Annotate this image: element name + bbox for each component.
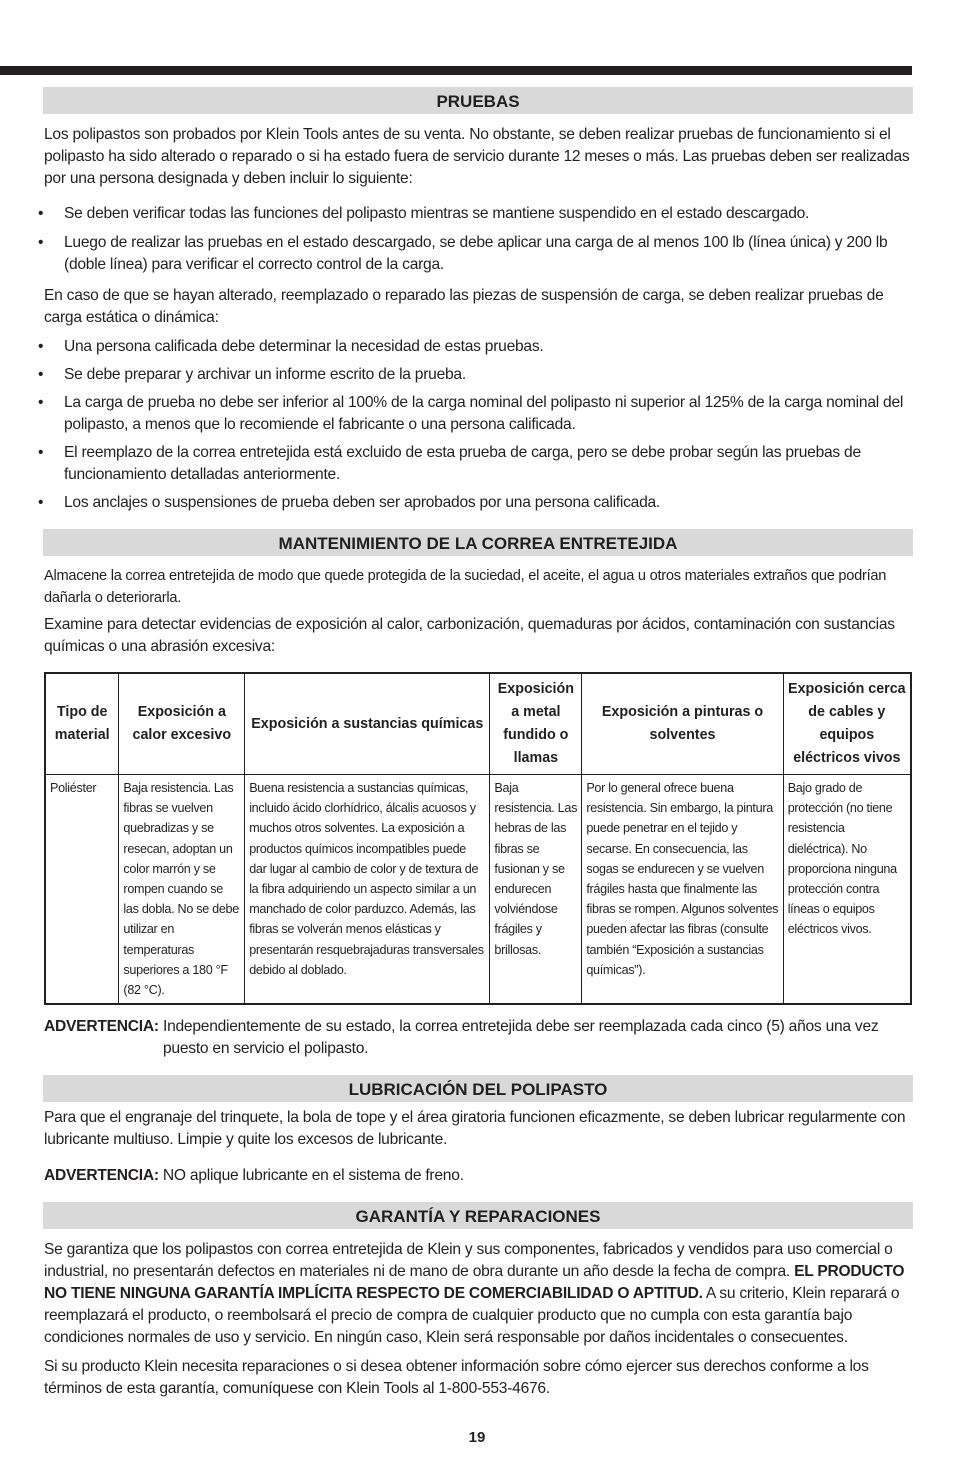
section-title-mantenimiento: MANTENIMIENTO DE LA CORREA ENTRETEJIDA [43, 529, 913, 556]
table-cell: Baja resistencia. Las hebras de las fibras se fusionan y se endurecen volviéndose frágiles y brillosas. [490, 775, 582, 1005]
warning-correa [44, 1016, 912, 1060]
list-item: • Luego de realizar las pruebas en el estado descargado, se debe aplicar una carga de al menos 100 lb (línea única) y 200 lb (doble línea) para verificar el correcto control de la carga. [38, 234, 888, 273]
pruebas-list-1 [38, 203, 912, 276]
garantia-p2: Si su producto Klein necesita reparaciones o si desea obtener información sobre cómo ejercer sus derechos conforme a los términos de esta garantía, comuníquese con Klein Tools al 1-800-553-4676. [44, 1358, 869, 1398]
table-header-cell: Exposición a pinturas o solventes [582, 673, 783, 775]
exposure-table [44, 672, 912, 1005]
warning-lubricacion [44, 1165, 912, 1187]
warning-label: ADVERTENCIA: [44, 1018, 159, 1036]
garantia-text-b: A su criterio, Klein reparará o reemplazará el producto, o reembolsará el precio de compra de cualquier producto que no cumpla con esta garantía bajo condiciones normales de uso y servicio. En ningún caso, Klein será responsable por daños incidentales o consecuentes. [44, 1285, 900, 1347]
table-cell: Buena resistencia a sustancias químicas, incluido ácido clorhídrico, álcalis acuosos y muchos otros solventes. La exposición a productos químicos incompatibles puede dar lugar al cambio de color y de textura de la fibra adquiriendo un aspecto similar a un manchado de color parduzco. Además, las fibras se volverán menos elásticas y presentarán resquebrajaduras transversales debido al doblado. [245, 775, 490, 1005]
warning-text: Independientemente de su estado, la correa entretejida debe ser reemplazada cada cinco (5) años una vez puesto en servicio el polipasto. [163, 1018, 879, 1058]
garantia-disclaimer: EL PRODUCTO NO TIENE NINGUNA GARANTÍA IMPLÍCITA RESPECTO DE COMERCIABILIDAD O APTITUD. [44, 1263, 905, 1303]
pruebas-list-2 [38, 336, 912, 514]
list-item: • Se deben verificar todas las funciones del polipasto mientras se mantiene suspendido en el estado descargado. [38, 205, 810, 222]
warning-label: ADVERTENCIA: [44, 1167, 159, 1185]
section-title-lubricacion: LUBRICACIÓN DEL POLIPASTO [43, 1075, 913, 1102]
table-cell: Por lo general ofrece buena resistencia. Sin embargo, la pintura puede penetrar en el tejido y secarse. En consecuencia, las sogas se endurecen y se vuelven frágiles hasta que finalmente las fibras se rompen. Algunos solventes pueden afectar las fibras (consulte también “Exposición a sustancias químicas”). [582, 775, 783, 1005]
table-row [45, 775, 911, 1005]
table-header-row [45, 673, 911, 775]
table-header-cell: Exposición cerca de cables y equipos eléctricos vivos [783, 673, 911, 775]
list-item: • Una persona calificada debe determinar la necesidad de estas pruebas. [38, 338, 544, 355]
table-cell: Bajo grado de protección (no tiene resistencia dieléctrica). No proporciona ninguna protección contra líneas o equipos eléctricos vivos. [783, 775, 911, 1005]
page-content [38, 87, 912, 1400]
page-number: 19 [468, 1429, 486, 1446]
table-header-cell: Exposición a metal fundido o llamas [490, 673, 582, 775]
list-item: • Los anclajes o suspensiones de prueba deben ser aprobados por una persona calificada. [38, 494, 660, 511]
pruebas-intro: Los polipastos son probados por Klein Tools antes de su venta. No obstante, se deben realizar pruebas de funcionamiento si el polipasto ha sido alterado o reparado o si ha estado fuera de servicio durante 12 meses o más. Las pruebas deben ser realizadas por una persona designada y deben incluir lo siguiente: [44, 126, 910, 187]
list-item: • El reemplazo de la correa entretejida está excluido de esta prueba de carga, pero se debe probar según las pruebas de funcionamiento detalladas anteriormente. [38, 444, 861, 483]
table-header-cell: Tipo de material [45, 673, 119, 775]
pruebas-intro-2: En caso de que se hayan alterado, reemplazado o reparado las piezas de suspensión de carga, se deben realizar pruebas de carga estática o dinámica: [44, 287, 884, 326]
garantia-p1 [44, 1239, 912, 1349]
table-header-cell: Exposición a sustancias químicas [245, 673, 490, 775]
section-title-pruebas: PRUEBAS [43, 87, 913, 114]
top-rule [0, 66, 912, 75]
table-header-cell: Exposición a calor excesivo [119, 673, 245, 775]
mantenimiento-p1: Almacene la correa entretejida de modo que quede protegida de la suciedad, el aceite, el agua u otros materiales extraños que podrían dañarla o deteriorarla. [44, 568, 887, 606]
list-item: • Se debe preparar y archivar un informe escrito de la prueba. [38, 366, 466, 383]
lubricacion-p1: Para que el engranaje del trinquete, la bola de tope y el área giratoria funcionen eficazmente, se deben lubricar regularmente con lubricante multiuso. Limpie y quite los excesos de lubricante. [44, 1109, 906, 1149]
list-item: • La carga de prueba no debe ser inferior al 100% de la carga nominal del polipasto ni superior al 125% de la carga nominal del polipasto, a menos que lo recomiende el fabricante o una persona calificada. [38, 394, 904, 433]
table-cell: Baja resistencia. Las fibras se vuelven quebradizas y se resecan, adoptan un color marrón y se rompen cuando se las dobla. No se debe utilizar en temperaturas superiores a 180 °F (82 °C). [119, 775, 245, 1005]
warning-text: NO aplique lubricante en el sistema de freno. [162, 1167, 464, 1185]
mantenimiento-p2: Examine para detectar evidencias de exposición al calor, carbonización, quemaduras por ácidos, contaminación con sustancias químicas o una abrasión excesiva: [44, 616, 895, 655]
garantia-text-a: Se garantiza que los polipastos con correa entretejida de Klein y sus componentes, fabricados y vendidos para uso comercial o industrial, no presentarán defectos en materiales ni de mano de obra durante un año desde la fecha de compra. [44, 1241, 893, 1281]
section-title-garantia: GARANTÍA Y REPARACIONES [43, 1202, 913, 1229]
table-cell: Poliéster [50, 781, 97, 795]
